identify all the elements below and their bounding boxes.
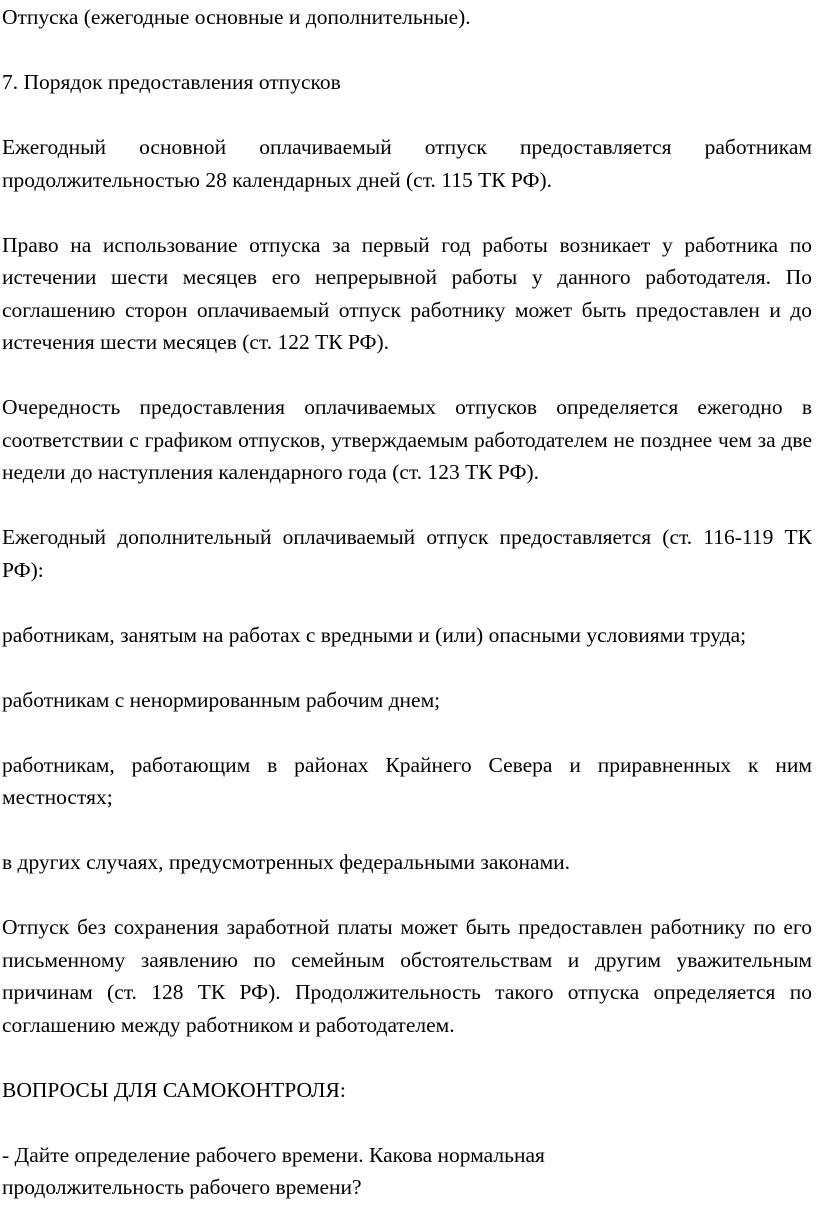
- paragraph-vacations-types: Отпуска (ежегодные основные и дополнительные).: [2, 5, 471, 29]
- list-item-other-cases: в других случаях, предусмотренных федеральными законами.: [2, 850, 571, 874]
- question-line-1: - Дайте определение рабочего времени. Какова нормальная: [2, 1142, 545, 1167]
- list-item-far-north: работникам, работающим в районах Крайнего Севера и приравненных к ним местностях;: [2, 752, 812, 809]
- list-item-irregular-hours: работникам с ненормированным рабочим днем;: [2, 687, 441, 712]
- paragraph-unpaid-leave: Отпуск без сохранения заработной платы может быть предоставлен работнику по его письменному заявлению по семейным обстоятельствам и другим уважительным причинам (ст. 128 ТК РФ). Продолжительность такого отпуска определяется по соглашению между работником и работодателем.: [2, 915, 812, 1037]
- question-item: [2, 1139, 812, 1204]
- paragraph-additional-leave: Ежегодный дополнительный оплачиваемый отпуск предоставляется (ст. 116-119 ТК РФ):: [2, 525, 812, 582]
- section-heading-self-control-questions: ВОПРОСЫ ДЛЯ САМОКОНТРОЛЯ:: [2, 1077, 346, 1102]
- list-item-harmful-conditions: работникам, занятым на работах с вредными и (или) опасными условиями труда;: [2, 622, 747, 647]
- paragraph-annual-basic-leave: Ежегодный основной оплачиваемый отпуск предоставляется работникам продолжительностью 28 календарных дней (ст. 115 ТК РФ).: [2, 135, 812, 192]
- paragraph-leave-schedule: Очередность предоставления оплачиваемых отпусков определяется ежегодно в соответствии с графиком отпусков, утверждаемым работодателем не позднее чем за две недели до наступления календарного года (ст. 123 ТК РФ).: [2, 395, 812, 484]
- section-heading-vacation-order: 7. Порядок предоставления отпусков: [2, 70, 341, 94]
- paragraph-first-year-leave-right: Право на использование отпуска за первый год работы возникает у работника по истечении шести месяцев его непрерывной работы у данного работодателя. По соглашению сторон оплачиваемый отпуск работнику может быть предоставлен и до истечения шести месяцев (ст. 122 ТК РФ).: [2, 232, 812, 354]
- question-line-2: продолжительность рабочего времени?: [2, 1175, 362, 1199]
